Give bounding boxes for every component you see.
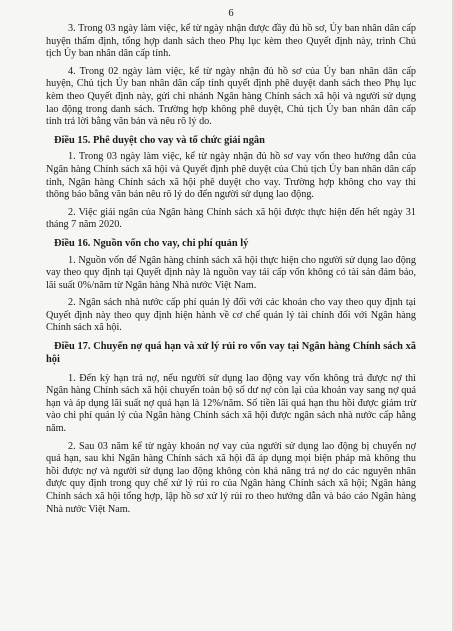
article-16-paragraph-2: 2. Ngân sách nhà nước cấp phí quản lý đối với các khoản cho vay theo quy định tại Quyết định này theo quy định hiện hành về cơ chế quản lý tài chính đối với Ngân hàng Chính sách xã hội. bbox=[46, 297, 416, 334]
paragraph-item-4: 4. Trong 02 ngày làm việc, kể từ ngày nhận đủ hồ sơ của Ủy ban nhân dân cấp huyện, Chủ tịch Ủy ban nhân dân cấp tỉnh quyết định phê duyệt danh sách theo Phụ lục kèm theo Quyết định này, gửi chi nhánh Ngân hàng Chính sách xã hội và người sử dụng lao động trong danh sách. Trường hợp không phê duyệt, Chủ tịch Ủy ban nhân dân cấp tỉnh trả lời bằng văn bản và nêu rõ lý do. bbox=[46, 65, 416, 128]
article-17-paragraph-2: 2. Sau 03 năm kể từ ngày khoản nợ vay của người sử dụng lao động bị chuyển nợ quá hạn, sau khi Ngân hàng Chính sách xã hội đã áp dụng mọi biện pháp mà không thu hồi được nợ và người sử dụng lao động không còn khả năng trả nợ do các nguyên nhân được quy định trong quy chế xử lý rủi ro của Ngân hàng Chính sách xã hội; Ngân hàng Chính sách xã hội tổng hợp, lập hồ sơ xử lý rủi ro theo hướng dẫn và báo cáo Ngân hàng Nhà nước Việt Nam. bbox=[46, 440, 416, 515]
article-16-heading: Điều 16. Nguồn vốn cho vay, chi phí quản lý bbox=[54, 237, 249, 249]
paragraph-item-3: 3. Trong 03 ngày làm việc, kể từ ngày nhận được đầy đủ hồ sơ, Ủy ban nhân dân cấp huyện thẩm định, tổng hợp danh sách theo Phụ lục kèm theo Quyết định này, trình Chủ tịch Ủy ban nhân dân cấp tỉnh. bbox=[46, 23, 416, 60]
article-15-paragraph-1: 1. Trong 03 ngày làm việc, kể từ ngày nhận đủ hồ sơ vay vốn theo hướng dẫn của Ngân hàng Chính sách xã hội và Quyết định phê duyệt của Chủ tịch Ủy ban nhân dân cấp tỉnh, Ngân hàng Chính sách xã hội phê duyệt cho vay. Trường hợp không cho vay thì thông báo bằng văn bản nêu rõ lý do đến người sử dụng lao động. bbox=[46, 151, 416, 201]
page-number: 6 bbox=[228, 8, 234, 19]
article-17-heading: Điều 17. Chuyển nợ quá hạn và xử lý rủi ro vốn vay tại Ngân hàng Chính sách xã hội bbox=[46, 341, 416, 365]
article-16-paragraph-1: 1. Nguồn vốn để Ngân hàng chính sách xã hội thực hiện cho người sử dụng lao động vay theo quy định tại Quyết định này là nguồn vay tái cấp vốn không có tài sản đảm bảo, lãi suất 0%/năm từ Ngân hàng Nhà nước Việt Nam. bbox=[46, 254, 416, 291]
article-15-heading: Điều 15. Phê duyệt cho vay và tổ chức giải ngân bbox=[54, 134, 265, 146]
article-17-paragraph-1: 1. Đến kỳ hạn trả nợ, nếu người sử dụng lao động vay vốn không trả được nợ thì Ngân hàng Chính sách xã hội chuyển toàn bộ số dư nợ còn lại của khoản vay sang nợ quá hạn và áp dụng lãi suất nợ quá hạn là 12%/năm. Số tiền lãi quá hạn thu hồi được giảm trừ vào chi phí quản lý của Ngân hàng Chính sách xã hội được ngân sách nhà nước cấp hằng năm. bbox=[46, 372, 416, 435]
article-15-paragraph-2: 2. Việc giải ngân của Ngân hàng Chính sách xã hội được thực hiện đến hết ngày 31 tháng 7 năm 2020. bbox=[46, 206, 416, 231]
